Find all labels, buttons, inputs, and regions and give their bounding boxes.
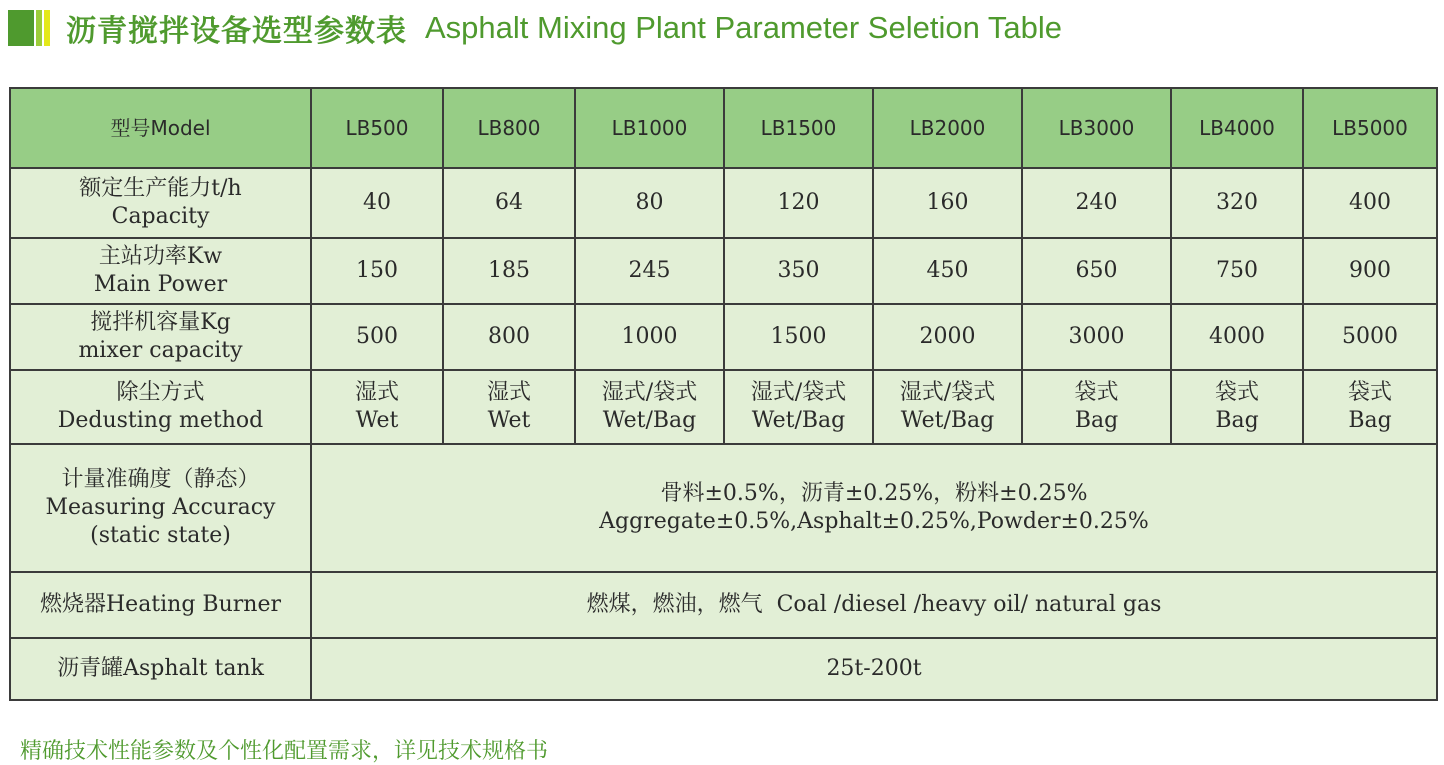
- table-cell: 650: [1022, 238, 1171, 304]
- table-row-burner: [10, 572, 1437, 638]
- burner-value-cell: 燃煤，燃油，燃气 Coal /diesel /heavy oil/ natural gas: [311, 572, 1437, 638]
- row-label-capacity: [10, 168, 311, 238]
- page-header: [8, 8, 1062, 48]
- dedust-cn: 湿式/袋式: [899, 380, 996, 405]
- page-title-cn: 沥青搅拌设备选型参数表: [66, 14, 407, 49]
- dedust-en: Wet/Bag: [751, 408, 846, 433]
- dedust-en: Bag: [1348, 408, 1392, 433]
- dedust-en: Wet: [355, 408, 399, 433]
- table-cell: [575, 370, 724, 444]
- accuracy-value-en: Aggregate±0.5%,Asphalt±0.25%,Powder±0.25%: [599, 509, 1149, 534]
- table-cell: 4000: [1171, 304, 1303, 370]
- dedust-cn: 袋式: [1214, 380, 1259, 405]
- tank-value-cell: 25t-200t: [311, 638, 1437, 700]
- dedust-cn: 湿式: [354, 380, 399, 405]
- row-label-cn: 主站功率Kw: [98, 244, 223, 269]
- row-label-tank: 沥青罐Asphalt tank: [10, 638, 311, 700]
- table-cell: 80: [575, 168, 724, 238]
- table-cell: [1303, 370, 1437, 444]
- model-header-cell: LB2000: [873, 88, 1022, 168]
- accuracy-value-cell: [311, 444, 1437, 572]
- parameter-table: [9, 87, 1438, 701]
- row-label-en: Dedusting method: [57, 408, 264, 433]
- title-marker-icon: [8, 10, 50, 46]
- model-header-cell: LB800: [443, 88, 575, 168]
- table-row-main-power: [10, 238, 1437, 304]
- model-header-cell: LB1500: [724, 88, 873, 168]
- table-row-capacity: [10, 168, 1437, 238]
- row-label-dedusting: [10, 370, 311, 444]
- table-cell: 64: [443, 168, 575, 238]
- row-label-cn: 额定生产能力t/h: [79, 176, 242, 201]
- dedust-cn: 湿式: [486, 380, 531, 405]
- table-cell: 320: [1171, 168, 1303, 238]
- row-label-en: Capacity: [111, 204, 210, 229]
- table-row-accuracy: [10, 444, 1437, 572]
- table-cell: 150: [311, 238, 443, 304]
- model-header: 型号Model: [10, 88, 311, 168]
- row-label-cn: 除尘方式: [116, 380, 205, 405]
- table-cell: 240: [1022, 168, 1171, 238]
- row-label-mixer-capacity: [10, 304, 311, 370]
- table-cell: 1000: [575, 304, 724, 370]
- row-label-en: mixer capacity: [78, 338, 243, 363]
- row-label-en: Main Power: [93, 272, 228, 297]
- table-cell: 900: [1303, 238, 1437, 304]
- dedust-en: Wet/Bag: [900, 408, 995, 433]
- dedust-cn: 湿式/袋式: [601, 380, 698, 405]
- table-cell: 160: [873, 168, 1022, 238]
- table-cell: [443, 370, 575, 444]
- dedust-cn: 湿式/袋式: [750, 380, 847, 405]
- accuracy-value-cn: 骨料±0.5%，沥青±0.25%，粉料±0.25%: [660, 481, 1088, 506]
- table-cell: 750: [1171, 238, 1303, 304]
- row-label-cn: 计量准确度（静态）: [61, 467, 260, 492]
- row-label-cn: 搅拌机容量Kg: [90, 310, 231, 335]
- row-label-burner: 燃烧器Heating Burner: [10, 572, 311, 638]
- table-cell: 1500: [724, 304, 873, 370]
- dedust-en: Bag: [1215, 408, 1259, 433]
- table-cell: 245: [575, 238, 724, 304]
- dedust-en: Wet: [487, 408, 531, 433]
- table-cell: [724, 370, 873, 444]
- model-header-cell: LB4000: [1171, 88, 1303, 168]
- page-title-en: Asphalt Mixing Plant Parameter Seletion Table: [425, 10, 1062, 45]
- dedust-cn: 袋式: [1074, 380, 1119, 405]
- table-cell: [1022, 370, 1171, 444]
- table-row-mixer-capacity: [10, 304, 1437, 370]
- table-cell: 185: [443, 238, 575, 304]
- table-cell: 40: [311, 168, 443, 238]
- table-cell: 500: [311, 304, 443, 370]
- table-cell: 400: [1303, 168, 1437, 238]
- table-row-dedusting: [10, 370, 1437, 444]
- table-header-row: [10, 88, 1437, 168]
- table-cell: [873, 370, 1022, 444]
- model-header-cell: LB5000: [1303, 88, 1437, 168]
- model-header-cell: LB500: [311, 88, 443, 168]
- table-row-tank: [10, 638, 1437, 700]
- table-cell: 2000: [873, 304, 1022, 370]
- table-cell: 5000: [1303, 304, 1437, 370]
- table-cell: 120: [724, 168, 873, 238]
- footer-note: 精确技术性能参数及个性化配置需求，详见技术规格书: [20, 739, 549, 764]
- dedust-en: Bag: [1074, 408, 1119, 433]
- row-label-en-sub: (static state): [90, 523, 231, 548]
- table-cell: 450: [873, 238, 1022, 304]
- table-cell: 3000: [1022, 304, 1171, 370]
- dedust-en: Wet/Bag: [602, 408, 697, 433]
- dedust-cn: 袋式: [1347, 380, 1392, 405]
- table-cell: 350: [724, 238, 873, 304]
- model-header-cell: LB1000: [575, 88, 724, 168]
- row-label-main-power: [10, 238, 311, 304]
- row-label-en: Measuring Accuracy: [45, 495, 276, 520]
- model-header-cell: LB3000: [1022, 88, 1171, 168]
- table-cell: [311, 370, 443, 444]
- table-cell: 800: [443, 304, 575, 370]
- row-label-accuracy: [10, 444, 311, 572]
- table-cell: [1171, 370, 1303, 444]
